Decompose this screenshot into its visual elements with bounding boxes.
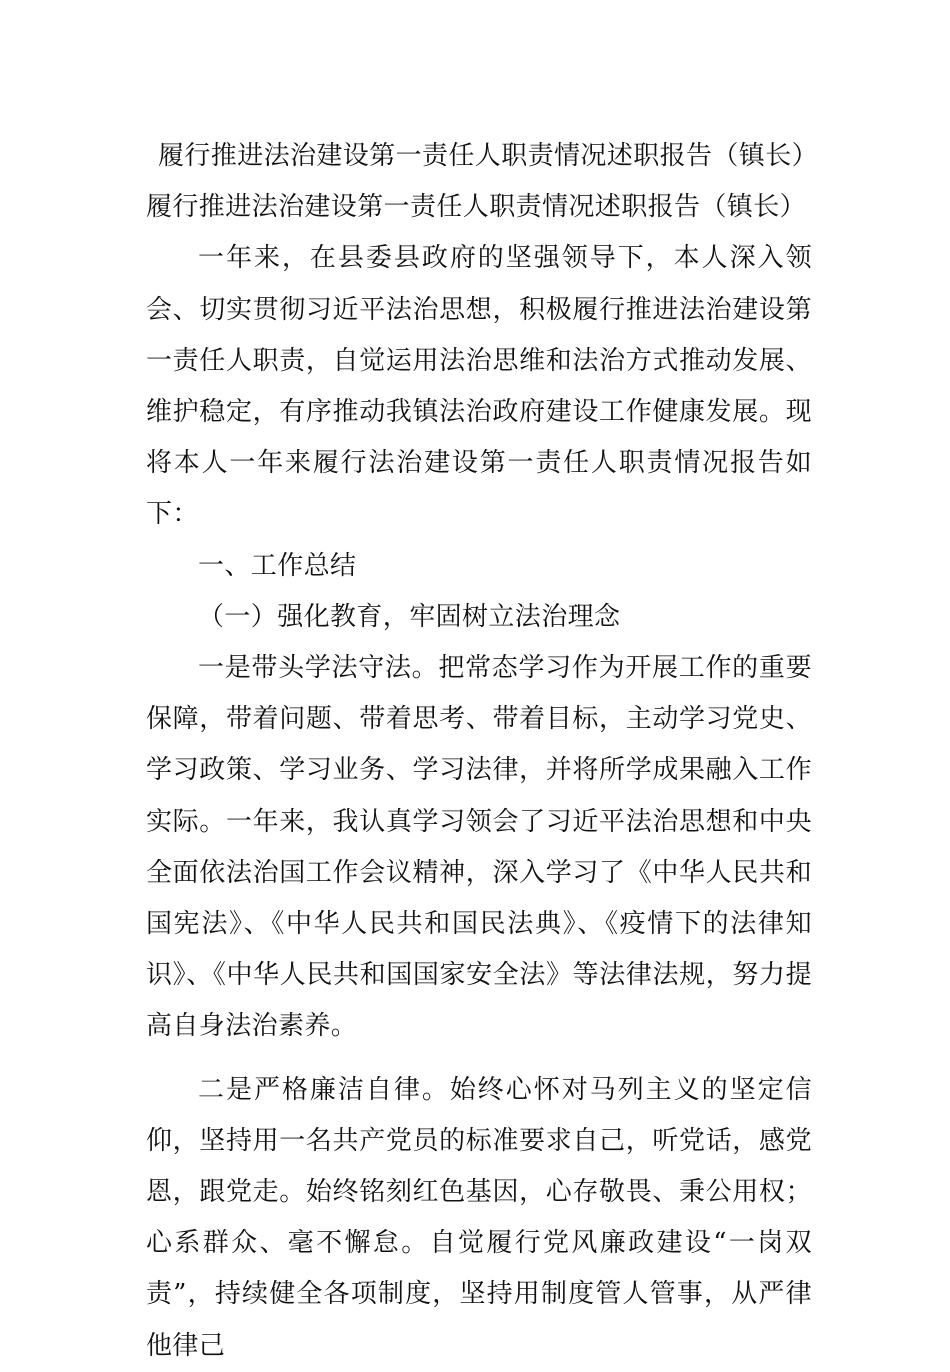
body-paragraph: 一是带头学法守法。把常态学习作为开展工作的重要保障，带着问题、带着思考、带着目标，主动学习党史、学习政策、学习业务、学习法律，并将所学成果融入工作实际。一年来，我认真学习领会了习近平法治思想和中央全面依法治国工作会议精神，深入学习了《中华人民共和国宪法》、《中华人民共和国民法典》、《疫情下的法律知识》、《中华人民共和国国家安全法》等法律法规，努力提高自身法治素养。 — [146, 653, 812, 1042]
body-paragraph: 二是严格廉洁自律。始终心怀对马列主义的坚定信仰，坚持用一名共产党员的标准要求自己，听党话，感党恩，跟党走。始终铭刻红色基因，心存敬畏、秉公用权；心系群众、毫不懈怠。自觉履行党风廉政建设“一岗双责”，持续健全各项制度，坚持用制度管人管事，从严律他律己 — [146, 1074, 812, 1361]
document-body — [146, 131, 819, 1372]
report-title: 履行推进法治建设第一责任人职责情况述职报告（镇长） — [158, 141, 819, 171]
section-heading: 一、工作总结 — [198, 550, 357, 581]
report-title-repeat: 履行推进法治建设第一责任人职责情况述职报告（镇长） — [146, 192, 807, 223]
intro-paragraph: 一年来，在县委县政府的坚强领导下，本人深入领会、切实贯彻习近平法治思想，积极履行推进法治建设第一责任人职责，自觉运用法治思维和法治方式推动发展、维护稳定，有序推动我镇法治政府建设工作健康发展。现将本人一年来履行法治建设第一责任人职责情况报告如下： — [146, 243, 812, 530]
subsection-heading: （一）强化教育，牢固树立法治理念 — [198, 601, 621, 632]
